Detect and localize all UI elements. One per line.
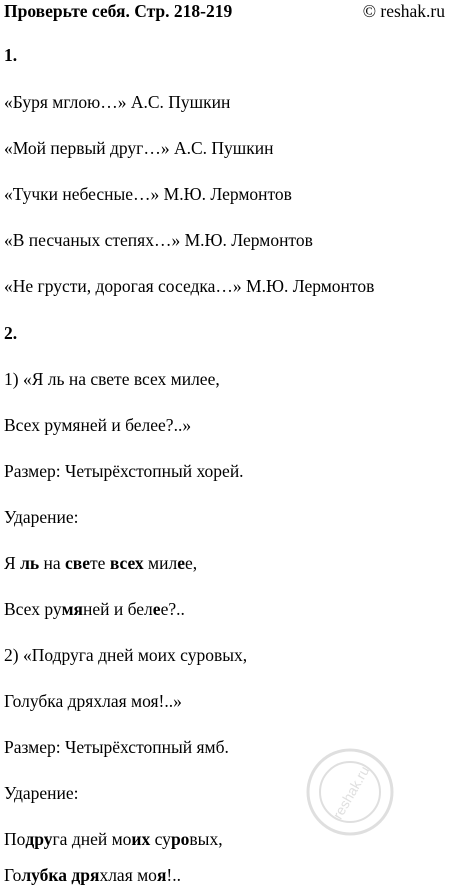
question-2-line-2: Голубка дряхлая моя!..» — [4, 691, 182, 711]
stress-label-2: Ударение: — [4, 783, 79, 803]
question-1-line-1: 1) «Я ль на свете всех милее, — [4, 369, 220, 389]
watermark-logo-icon — [300, 742, 400, 842]
section-1-number: 1. — [4, 45, 18, 65]
section-1-item-3: «Тучки небесные…» М.Ю. Лермонтов — [4, 184, 292, 204]
question-2-line-1: 2) «Подруга дней моих суровых, — [4, 645, 248, 665]
section-1-item-4: «В песчаных степях…» М.Ю. Лермонтов — [4, 230, 313, 250]
section-1-item-5: «Не грусти, дорогая соседка…» М.Ю. Лермонтов — [4, 276, 375, 296]
section-2-number: 2. — [4, 323, 18, 343]
question-1-stress-line-2: Всех румяней и белее?.. — [4, 599, 185, 619]
watermark-text: reshak.ru — [329, 763, 373, 822]
section-1-item-2: «Мой первый друг…» А.С. Пушкин — [4, 138, 274, 158]
question-1-meter: Размер: Четырёхстопный хорей. — [4, 461, 244, 481]
stress-label-1: Ударение: — [4, 507, 79, 527]
page-title: Проверьте себя. Стр. 218-219 — [4, 1, 233, 21]
question-2-stress-line-2: Голубка дряхлая моя!.. — [4, 865, 181, 885]
question-2-stress-line-1: Подруга дней моих суровых, — [4, 829, 223, 849]
site-credit[interactable]: © reshak.ru — [362, 1, 445, 21]
section-1-item-1: «Буря мглою…» А.С. Пушкин — [4, 92, 231, 112]
question-2-meter: Размер: Четырёхстопный ямб. — [4, 737, 229, 757]
question-1-line-2: Всех румяней и белее?..» — [4, 415, 192, 435]
question-1-stress-line-1: Я ль на свете всех милее, — [4, 553, 198, 573]
